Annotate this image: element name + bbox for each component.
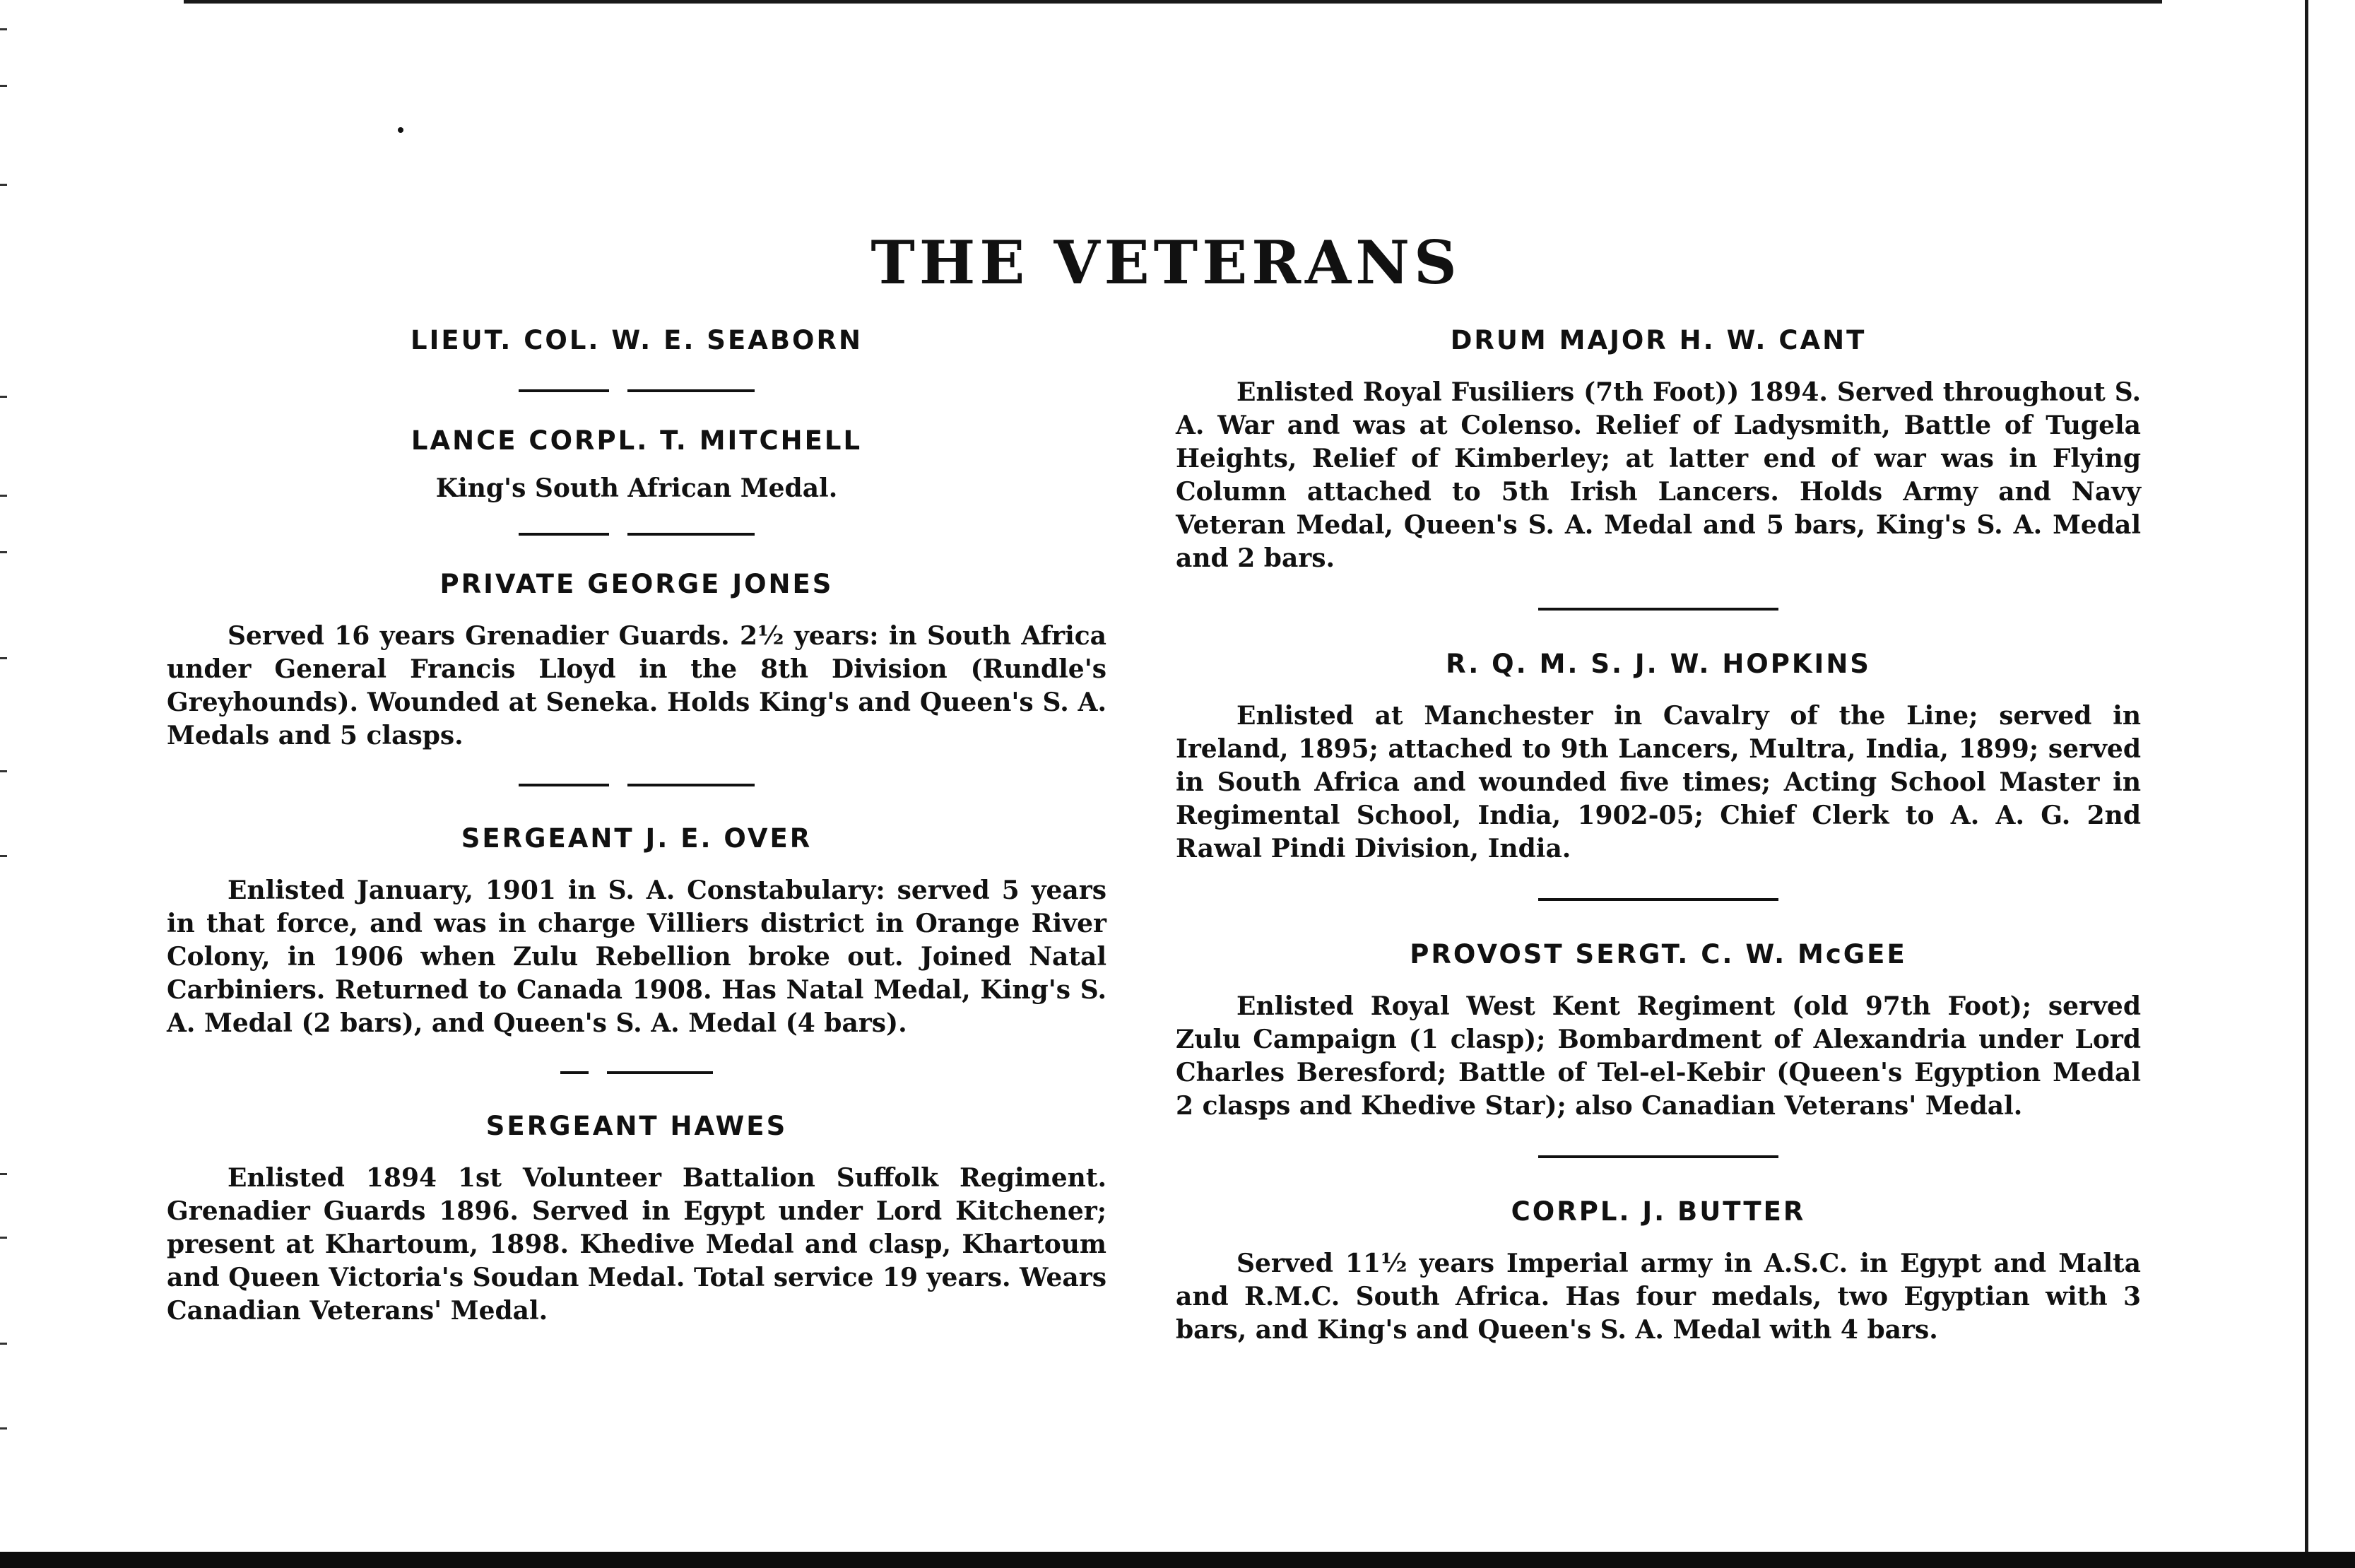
scan-edge-bottom bbox=[0, 1552, 2355, 1568]
veteran-entry bbox=[167, 818, 1106, 1040]
page-title: THE VETERANS bbox=[870, 228, 1461, 297]
veteran-bio: Served 16 years Grenadier Guards. 2½ years: in South Africa under General Francis Lloyd in the 8th Division (Rundle's Greyhounds). Wounded at Seneka. Holds King's and Queen's S. A. Medals and 5 clasps. bbox=[167, 621, 1106, 750]
section-divider bbox=[167, 1040, 1106, 1105]
veteran-bio: Enlisted 1894 1st Volunteer Battalion Suffolk Regiment. Grenadier Guards 1896. Served in Egypt under Lord Kitchener; present at Khartoum, 1898. Khedive Medal and clasp, Khartoum and Queen Victoria's Soudan Medal. Total service 19 years. Wears Canadian Veterans' Medal. bbox=[167, 1163, 1106, 1326]
veteran-name: PRIVATE GEORGE JONES bbox=[439, 569, 834, 599]
veteran-entry bbox=[1176, 933, 2141, 1123]
veteran-bio: Served 11½ years Imperial army in A.S.C. in Egypt and Malta and R.M.C. South Africa. Has four medals, two Egyptian with 3 bars, and King's and Queen's S. A. Medal with 4 bars. bbox=[1176, 1249, 2141, 1345]
veteran-entry bbox=[167, 1105, 1106, 1328]
scan-speck bbox=[398, 127, 403, 133]
veteran-name: PROVOST SERGT. C. W. McGEE bbox=[1410, 939, 1907, 969]
veteran-bio: Enlisted January, 1901 in S. A. Constabulary: served 5 years in that force, and was in charge Villiers district in Orange River Colony, in 1906 when Zulu Rebellion broke out. Joined Natal Carbiniers. Returned to Canada 1908. Has Natal Medal, King's S. A. Medal (2 bars), and Queen's S. A. Medal (4 bars). bbox=[167, 876, 1106, 1038]
section-divider bbox=[167, 753, 1106, 818]
section-divider bbox=[167, 505, 1106, 563]
veteran-entry bbox=[1176, 1191, 2141, 1347]
right-column bbox=[1176, 319, 2141, 1347]
scan-edge-top bbox=[184, 0, 2162, 4]
veteran-name: R. Q. M. S. J. W. HOPKINS bbox=[1446, 649, 1871, 679]
veteran-bio: Enlisted Royal West Kent Regiment (old 97th Foot); served Zulu Campaign (1 clasp); Bombardment of Alexandria under Lord Charles Beresford; Battle of Tel-el-Kebir (Queen's Egyption Medal 2 clasps and Khedive Star); also Canadian Veterans' Medal. bbox=[1176, 991, 2141, 1121]
section-divider bbox=[1176, 866, 2141, 933]
left-column bbox=[167, 319, 1106, 1328]
veteran-entry bbox=[167, 319, 1106, 362]
veteran-name: SERGEANT HAWES bbox=[485, 1111, 788, 1141]
veteran-entry bbox=[167, 420, 1106, 505]
veteran-bio: Enlisted Royal Fusiliers (7th Foot)) 1894. Served throughout S. A. War and was at Colenso. Relief of Ladysmith, Battle of Tugela Heights, Relief of Kimberley; at latter end of war was in Flying Column attached to 5th Irish Lancers. Holds Army and Navy Veteran Medal, Queen's S. A. Medal and 5 bars, King's S. A. Medal and 2 bars. bbox=[1176, 377, 2141, 573]
section-divider bbox=[167, 362, 1106, 420]
veteran-bio: King's South African Medal. bbox=[435, 473, 838, 503]
veteran-entry bbox=[1176, 643, 2141, 866]
veteran-entry bbox=[167, 563, 1106, 753]
veteran-entry bbox=[1176, 319, 2141, 575]
veteran-name: SERGEANT J. E. OVER bbox=[461, 823, 813, 854]
section-divider bbox=[1176, 1123, 2141, 1191]
veteran-name: LIEUT. COL. W. E. SEABORN bbox=[411, 325, 863, 355]
veteran-name: DRUM MAJOR H. W. CANT bbox=[1450, 325, 1867, 355]
veteran-name: LANCE CORPL. T. MITCHELL bbox=[411, 425, 863, 456]
veteran-bio: Enlisted at Manchester in Cavalry of the Line; served in Ireland, 1895; attached to 9th Lancers, Multra, India, 1899; served in South Africa and wounded five times; Acting School Master in Regimental School, India, 1902-05; Chief Clerk to A. A. G. 2nd Rawal Pindi Division, India. bbox=[1176, 701, 2141, 863]
section-divider bbox=[1176, 575, 2141, 643]
veteran-name: CORPL. J. BUTTER bbox=[1511, 1196, 1806, 1227]
